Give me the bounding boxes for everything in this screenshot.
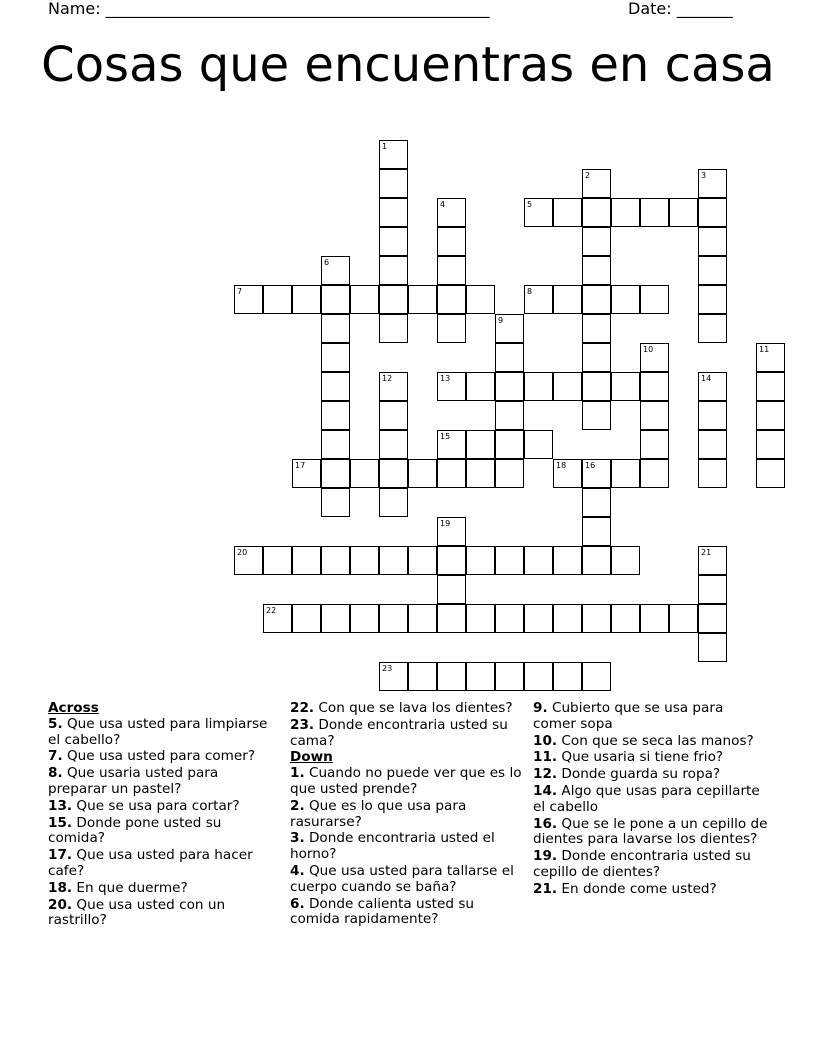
clue-number: 10.	[533, 732, 558, 749]
clue-item	[48, 881, 278, 897]
clue-number: 23.	[290, 716, 315, 733]
clue-item	[533, 849, 769, 881]
grid-cell[interactable]	[553, 604, 582, 633]
clue-text: Que se le pone a un cepillo de dientes para lavarse los dientes?	[533, 815, 768, 848]
grid-cell[interactable]	[611, 546, 640, 575]
grid-cell[interactable]	[379, 285, 408, 314]
grid-cell[interactable]	[698, 633, 727, 662]
cell-number: 12	[382, 374, 393, 383]
grid-cell[interactable]	[698, 546, 727, 575]
clues-column-2	[290, 701, 522, 929]
grid-cell[interactable]	[495, 401, 524, 430]
grid-cell[interactable]	[437, 227, 466, 256]
grid-cell[interactable]	[553, 198, 582, 227]
grid-cell[interactable]	[321, 546, 350, 575]
clue-item	[48, 766, 278, 798]
cell-number: 8	[527, 287, 533, 296]
clue-text: Que usa usted para comer?	[66, 748, 256, 765]
grid-cell[interactable]	[611, 198, 640, 227]
grid-cell[interactable]	[698, 575, 727, 604]
grid-cell[interactable]	[321, 372, 350, 401]
clue-number: 19.	[533, 848, 558, 865]
clue-text: Que usa usted con un rastrillo?	[48, 896, 226, 929]
cell-number: 13	[440, 374, 451, 383]
grid-cell[interactable]	[524, 198, 553, 227]
clue-text: Que usa usted para limpiarse el cabello?	[48, 715, 268, 748]
clue-text: Donde pone usted su comida?	[48, 814, 222, 847]
grid-cell[interactable]	[582, 314, 611, 343]
grid-cell[interactable]	[640, 343, 669, 372]
clue-item	[533, 784, 769, 816]
grid-cell[interactable]	[321, 459, 350, 488]
grid-cell[interactable]	[582, 662, 611, 691]
grid-cell[interactable]	[350, 604, 379, 633]
grid-cell[interactable]	[669, 198, 698, 227]
clue-number: 5.	[48, 715, 63, 732]
grid-cell[interactable]	[263, 285, 292, 314]
clue-text: Que usaria usted para preparar un pastel?	[48, 765, 219, 797]
grid-cell[interactable]	[466, 372, 495, 401]
grid-cell[interactable]	[350, 285, 379, 314]
cell-number: 19	[440, 519, 451, 528]
clue-item	[533, 750, 769, 766]
clue-number: 1.	[290, 765, 305, 782]
grid-cell[interactable]	[698, 198, 727, 227]
cell-number: 18	[556, 461, 567, 470]
clues-column-1	[48, 701, 278, 930]
grid-cell[interactable]	[234, 546, 263, 575]
grid-cell[interactable]	[698, 314, 727, 343]
grid-cell[interactable]	[350, 459, 379, 488]
grid-cell[interactable]	[640, 459, 669, 488]
cell-number: 23	[382, 664, 393, 673]
grid-cell[interactable]	[321, 256, 350, 285]
grid-cell[interactable]	[437, 604, 466, 633]
grid-cell[interactable]	[611, 604, 640, 633]
grid-cell[interactable]	[379, 372, 408, 401]
clue-text: Que usa usted para hacer cafe?	[48, 847, 253, 879]
grid-cell[interactable]	[292, 604, 321, 633]
grid-cell[interactable]	[582, 488, 611, 517]
grid-cell[interactable]	[495, 430, 524, 459]
grid-cell[interactable]	[495, 314, 524, 343]
clue-item	[48, 816, 278, 848]
grid-cell[interactable]	[698, 227, 727, 256]
grid-cell[interactable]	[582, 343, 611, 372]
grid-cell[interactable]	[524, 546, 553, 575]
grid-cell[interactable]	[582, 198, 611, 227]
clue-number: 8.	[48, 765, 63, 782]
grid-cell[interactable]	[437, 430, 466, 459]
grid-cell[interactable]	[698, 459, 727, 488]
grid-cell[interactable]	[408, 546, 437, 575]
across-heading: Across	[48, 700, 99, 716]
grid-cell[interactable]	[582, 604, 611, 633]
grid-cell[interactable]	[437, 459, 466, 488]
clue-number: 16.	[533, 815, 558, 832]
cell-number: 1	[382, 142, 388, 151]
down-heading: Down	[290, 749, 333, 766]
clue-item	[48, 749, 278, 765]
cell-number: 7	[237, 287, 243, 296]
grid-cell[interactable]	[466, 459, 495, 488]
grid-cell[interactable]	[437, 662, 466, 691]
grid-cell[interactable]	[524, 430, 553, 459]
grid-cell[interactable]	[379, 140, 408, 169]
grid-cell[interactable]	[379, 604, 408, 633]
grid-cell[interactable]	[553, 372, 582, 401]
grid-cell[interactable]	[756, 459, 785, 488]
clue-number: 13.	[48, 797, 73, 814]
clue-text: Donde encontraria usted el horno?	[290, 830, 495, 863]
clue-item	[533, 734, 769, 750]
clue-item	[48, 898, 278, 930]
clue-number: 20.	[48, 896, 73, 913]
grid-cell[interactable]	[611, 372, 640, 401]
grid-cell[interactable]	[263, 546, 292, 575]
grid-cell[interactable]	[582, 546, 611, 575]
grid-cell[interactable]	[495, 459, 524, 488]
grid-cell[interactable]	[582, 227, 611, 256]
grid-cell[interactable]	[408, 662, 437, 691]
clue-number: 17.	[48, 847, 73, 864]
grid-cell[interactable]	[437, 372, 466, 401]
clue-item	[290, 897, 522, 929]
grid-cell[interactable]	[495, 604, 524, 633]
clue-item	[290, 701, 522, 717]
grid-cell[interactable]	[321, 314, 350, 343]
cell-number: 21	[701, 548, 712, 557]
grid-cell[interactable]	[292, 459, 321, 488]
grid-cell[interactable]	[756, 401, 785, 430]
grid-cell[interactable]	[350, 546, 379, 575]
grid-cell[interactable]	[698, 604, 727, 633]
grid-cell[interactable]	[582, 517, 611, 546]
cell-number: 15	[440, 432, 451, 441]
grid-cell[interactable]	[379, 430, 408, 459]
clue-text: Donde calienta usted su comida rapidamente?	[290, 895, 475, 928]
grid-cell[interactable]	[495, 372, 524, 401]
clue-item	[290, 718, 522, 750]
clue-number: 22.	[290, 700, 315, 716]
grid-cell[interactable]	[553, 459, 582, 488]
clue-text: Que usaria si tiene frio?	[561, 749, 724, 766]
page-title: Cosas que encuentras en casa	[41, 37, 775, 93]
grid-cell[interactable]	[466, 546, 495, 575]
clue-text: En que duerme?	[76, 879, 188, 896]
clue-number: 6.	[290, 895, 305, 912]
clue-item	[533, 701, 769, 733]
grid-cell[interactable]	[582, 256, 611, 285]
grid-cell[interactable]	[524, 604, 553, 633]
grid-cell[interactable]	[698, 401, 727, 430]
clue-number: 12.	[533, 766, 558, 783]
clue-number: 15.	[48, 814, 73, 831]
grid-cell[interactable]	[640, 604, 669, 633]
grid-cell[interactable]	[379, 227, 408, 256]
grid-cell[interactable]	[756, 372, 785, 401]
cell-number: 5	[527, 200, 533, 209]
clue-text: Cubierto que se usa para comer sopa	[533, 700, 724, 732]
clue-number: 11.	[533, 749, 558, 766]
grid-cell[interactable]	[466, 430, 495, 459]
grid-cell[interactable]	[379, 256, 408, 285]
grid-cell[interactable]	[524, 372, 553, 401]
grid-cell[interactable]	[640, 401, 669, 430]
grid-cell[interactable]	[495, 662, 524, 691]
grid-cell[interactable]	[437, 256, 466, 285]
grid-cell[interactable]	[582, 285, 611, 314]
cell-number: 14	[701, 374, 712, 383]
cell-number: 2	[585, 171, 591, 180]
clue-item	[533, 817, 769, 849]
grid-cell[interactable]	[640, 372, 669, 401]
grid-cell[interactable]	[553, 546, 582, 575]
grid-cell[interactable]	[437, 198, 466, 227]
clue-text: Que usa usted para tallarse el cuerpo cuando se baña?	[290, 862, 514, 895]
grid-cell[interactable]	[495, 343, 524, 372]
grid-cell[interactable]	[321, 488, 350, 517]
grid-cell[interactable]	[582, 372, 611, 401]
grid-cell[interactable]	[524, 285, 553, 314]
clue-text: Donde encontraria usted su cama?	[290, 716, 508, 749]
clue-number: 4.	[290, 862, 305, 879]
clue-item	[48, 799, 278, 815]
grid-cell[interactable]	[379, 662, 408, 691]
grid-cell[interactable]	[466, 285, 495, 314]
cell-number: 22	[266, 606, 277, 615]
clue-text: En donde come usted?	[561, 880, 717, 897]
grid-cell[interactable]	[611, 285, 640, 314]
grid-cell[interactable]	[408, 459, 437, 488]
grid-cell[interactable]	[640, 430, 669, 459]
grid-cell[interactable]	[437, 314, 466, 343]
cell-number: 3	[701, 171, 707, 180]
grid-cell[interactable]	[321, 285, 350, 314]
grid-cell[interactable]	[379, 198, 408, 227]
clue-text: Con que se lava los dientes?	[318, 700, 513, 716]
grid-cell[interactable]	[321, 401, 350, 430]
grid-cell[interactable]	[437, 517, 466, 546]
grid-cell[interactable]	[611, 459, 640, 488]
clue-item	[533, 882, 769, 898]
clues-column-3	[533, 701, 769, 899]
grid-cell[interactable]	[379, 401, 408, 430]
grid-cell[interactable]	[582, 401, 611, 430]
clue-item	[290, 831, 522, 863]
grid-cell[interactable]	[437, 285, 466, 314]
grid-cell[interactable]	[698, 430, 727, 459]
clue-item	[48, 848, 278, 880]
grid-cell[interactable]	[321, 604, 350, 633]
clue-number: 7.	[48, 748, 63, 765]
clue-text: Con que se seca las manos?	[561, 732, 754, 749]
name-field-label[interactable]: Name: ________________________________________________	[48, 0, 490, 18]
grid-cell[interactable]	[379, 314, 408, 343]
grid-cell[interactable]	[379, 546, 408, 575]
grid-cell[interactable]	[321, 430, 350, 459]
grid-cell[interactable]	[379, 459, 408, 488]
grid-cell[interactable]	[379, 169, 408, 198]
grid-cell[interactable]	[292, 546, 321, 575]
grid-cell[interactable]	[698, 169, 727, 198]
clue-number: 18.	[48, 879, 73, 896]
grid-cell[interactable]	[263, 604, 292, 633]
grid-cell[interactable]	[495, 546, 524, 575]
date-field-label[interactable]: Date: _______	[628, 0, 733, 18]
grid-cell[interactable]	[437, 575, 466, 604]
grid-cell[interactable]	[698, 256, 727, 285]
grid-cell[interactable]	[698, 372, 727, 401]
clue-item	[290, 864, 522, 896]
grid-cell[interactable]	[553, 662, 582, 691]
cell-number: 16	[585, 461, 596, 470]
cell-number: 20	[237, 548, 248, 557]
clue-text: Donde encontraria usted su cepillo de dientes?	[533, 848, 751, 880]
grid-cell[interactable]	[321, 343, 350, 372]
grid-cell[interactable]	[669, 604, 698, 633]
clue-item	[533, 767, 769, 783]
clue-item	[290, 766, 522, 798]
grid-cell[interactable]	[698, 285, 727, 314]
grid-cell[interactable]	[582, 459, 611, 488]
clue-text: Que se usa para cortar?	[76, 797, 240, 814]
clue-text: Que es lo que usa para rasurarse?	[290, 797, 467, 830]
grid-cell[interactable]	[553, 285, 582, 314]
grid-cell[interactable]	[466, 662, 495, 691]
clue-item	[48, 717, 278, 749]
clue-text: Algo que usas para cepillarte el cabello	[533, 782, 760, 815]
clue-text: Cuando no puede ver que es lo que usted prende?	[290, 765, 522, 797]
grid-cell[interactable]	[408, 285, 437, 314]
grid-cell[interactable]	[640, 198, 669, 227]
grid-cell[interactable]	[756, 343, 785, 372]
grid-cell[interactable]	[640, 285, 669, 314]
cell-number: 4	[440, 200, 446, 209]
grid-cell[interactable]	[582, 169, 611, 198]
cell-number: 6	[324, 258, 330, 267]
clue-item	[290, 799, 522, 831]
cell-number: 17	[295, 461, 306, 470]
grid-cell[interactable]	[437, 546, 466, 575]
grid-cell[interactable]	[408, 604, 437, 633]
clue-number: 2.	[290, 797, 305, 814]
clue-number: 14.	[533, 782, 558, 799]
cell-number: 10	[643, 345, 654, 354]
clue-number: 3.	[290, 830, 305, 847]
clue-text: Donde guarda su ropa?	[561, 766, 721, 783]
grid-cell[interactable]	[466, 604, 495, 633]
clue-number: 21.	[533, 880, 558, 897]
cell-number: 11	[759, 345, 770, 354]
grid-cell[interactable]	[379, 488, 408, 517]
grid-cell[interactable]	[756, 430, 785, 459]
grid-cell[interactable]	[234, 285, 263, 314]
grid-cell[interactable]	[292, 285, 321, 314]
cell-number: 9	[498, 316, 504, 325]
grid-cell[interactable]	[524, 662, 553, 691]
clue-number: 9.	[533, 700, 548, 716]
